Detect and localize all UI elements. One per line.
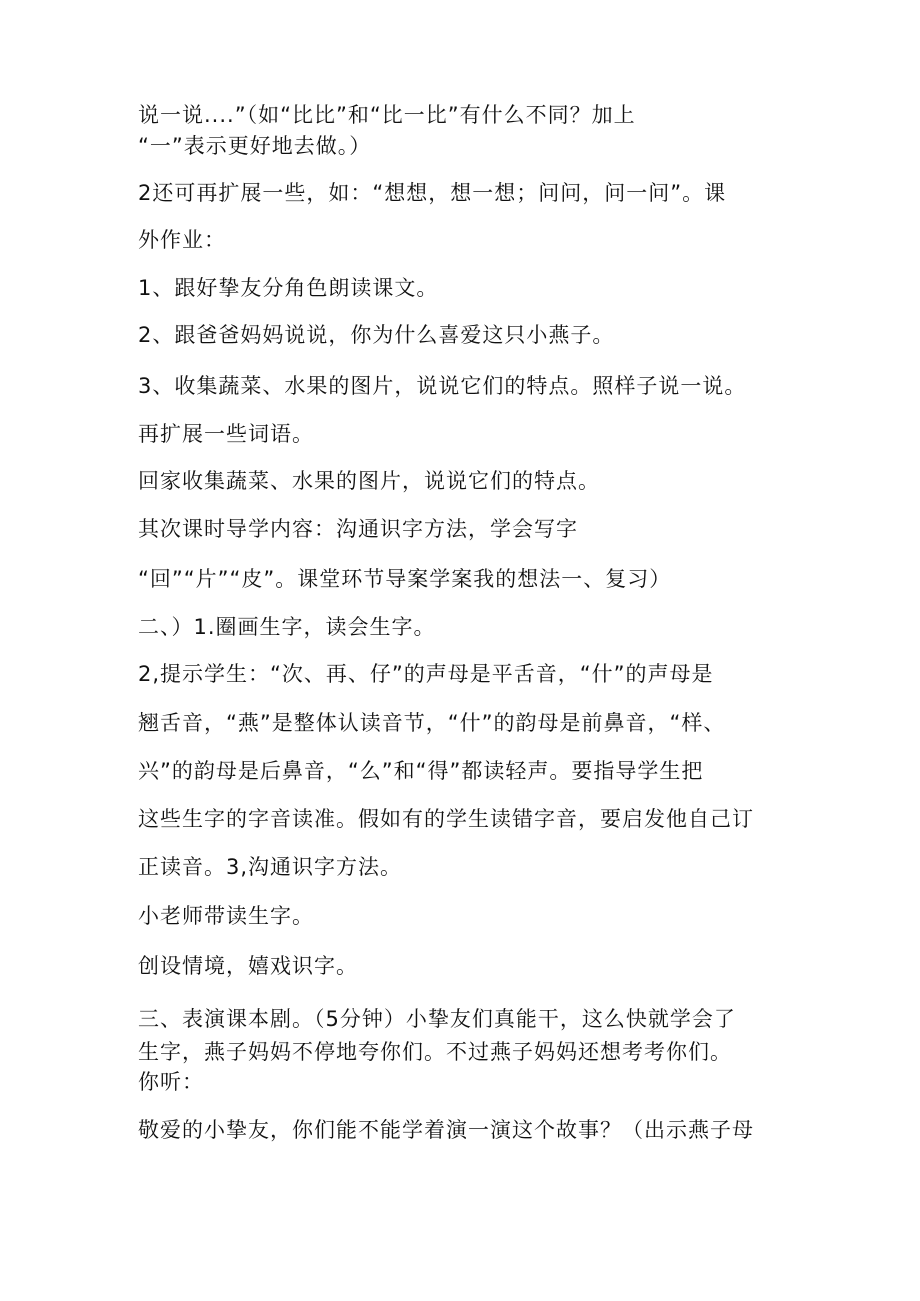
text-line: 外作业： xyxy=(138,228,226,252)
text-line: 说一说....”（如“比比”和“比一比”有什么不同？加上 xyxy=(138,103,636,127)
text-line: 二、）1.圈画生字，读会生字。 xyxy=(138,615,436,639)
text-line: 其次课时导学内容：沟通识字方法，学会写字 xyxy=(138,517,578,541)
text-line: 2还可再扩展一些，如：“想想，想一想；问问，问一问”。课 xyxy=(138,181,727,205)
text-line: 3、收集蔬菜、水果的图片，说说它们的特点。照样子说一说。 xyxy=(138,374,747,398)
text-line: 再扩展一些词语。 xyxy=(138,422,314,446)
text-line: 这些生字的字音读准。假如有的学生读错字音，要启发他自己订 xyxy=(138,807,754,831)
text-line: 敬爱的小挚友，你们能不能学着演一演这个故事？（出示燕子母 xyxy=(138,1118,754,1142)
text-line: 创设情境，嬉戏识字。 xyxy=(138,954,358,978)
text-line: “一”表示更好地去做。） xyxy=(138,134,372,158)
text-line: “回”“片”“皮”。课堂环节导案学案我的想法一、复习） xyxy=(138,567,672,591)
text-line: 2,提示学生：“次、再、仔”的声母是平舌音，“什”的声母是 xyxy=(138,662,714,686)
text-line: 1、跟好挚友分角色朗读课文。 xyxy=(138,276,439,300)
text-line: 你听： xyxy=(138,1070,204,1094)
text-line: 翘舌音，“燕”是整体认读音节，“什”的韵母是前鼻音，“样、 xyxy=(138,711,726,735)
text-line: 兴”的韵母是后鼻音，“么”和“得”都读轻声。要指导学生把 xyxy=(138,759,704,783)
text-line: 小老师带读生字。 xyxy=(138,904,314,928)
text-line: 生字，燕子妈妈不停地夸你们。不过燕子妈妈还想考考你们。 xyxy=(138,1040,732,1064)
text-line: 正读音。3,沟通识字方法。 xyxy=(138,855,403,879)
text-line: 回家收集蔬菜、水果的图片，说说它们的特点。 xyxy=(138,469,600,493)
text-line: 三、表演课本剧。（5分钟）小挚友们真能干，这么快就学会了 xyxy=(138,1007,736,1031)
text-line: 2、跟爸爸妈妈说说，你为什么喜爱这只小燕子。 xyxy=(138,323,615,347)
